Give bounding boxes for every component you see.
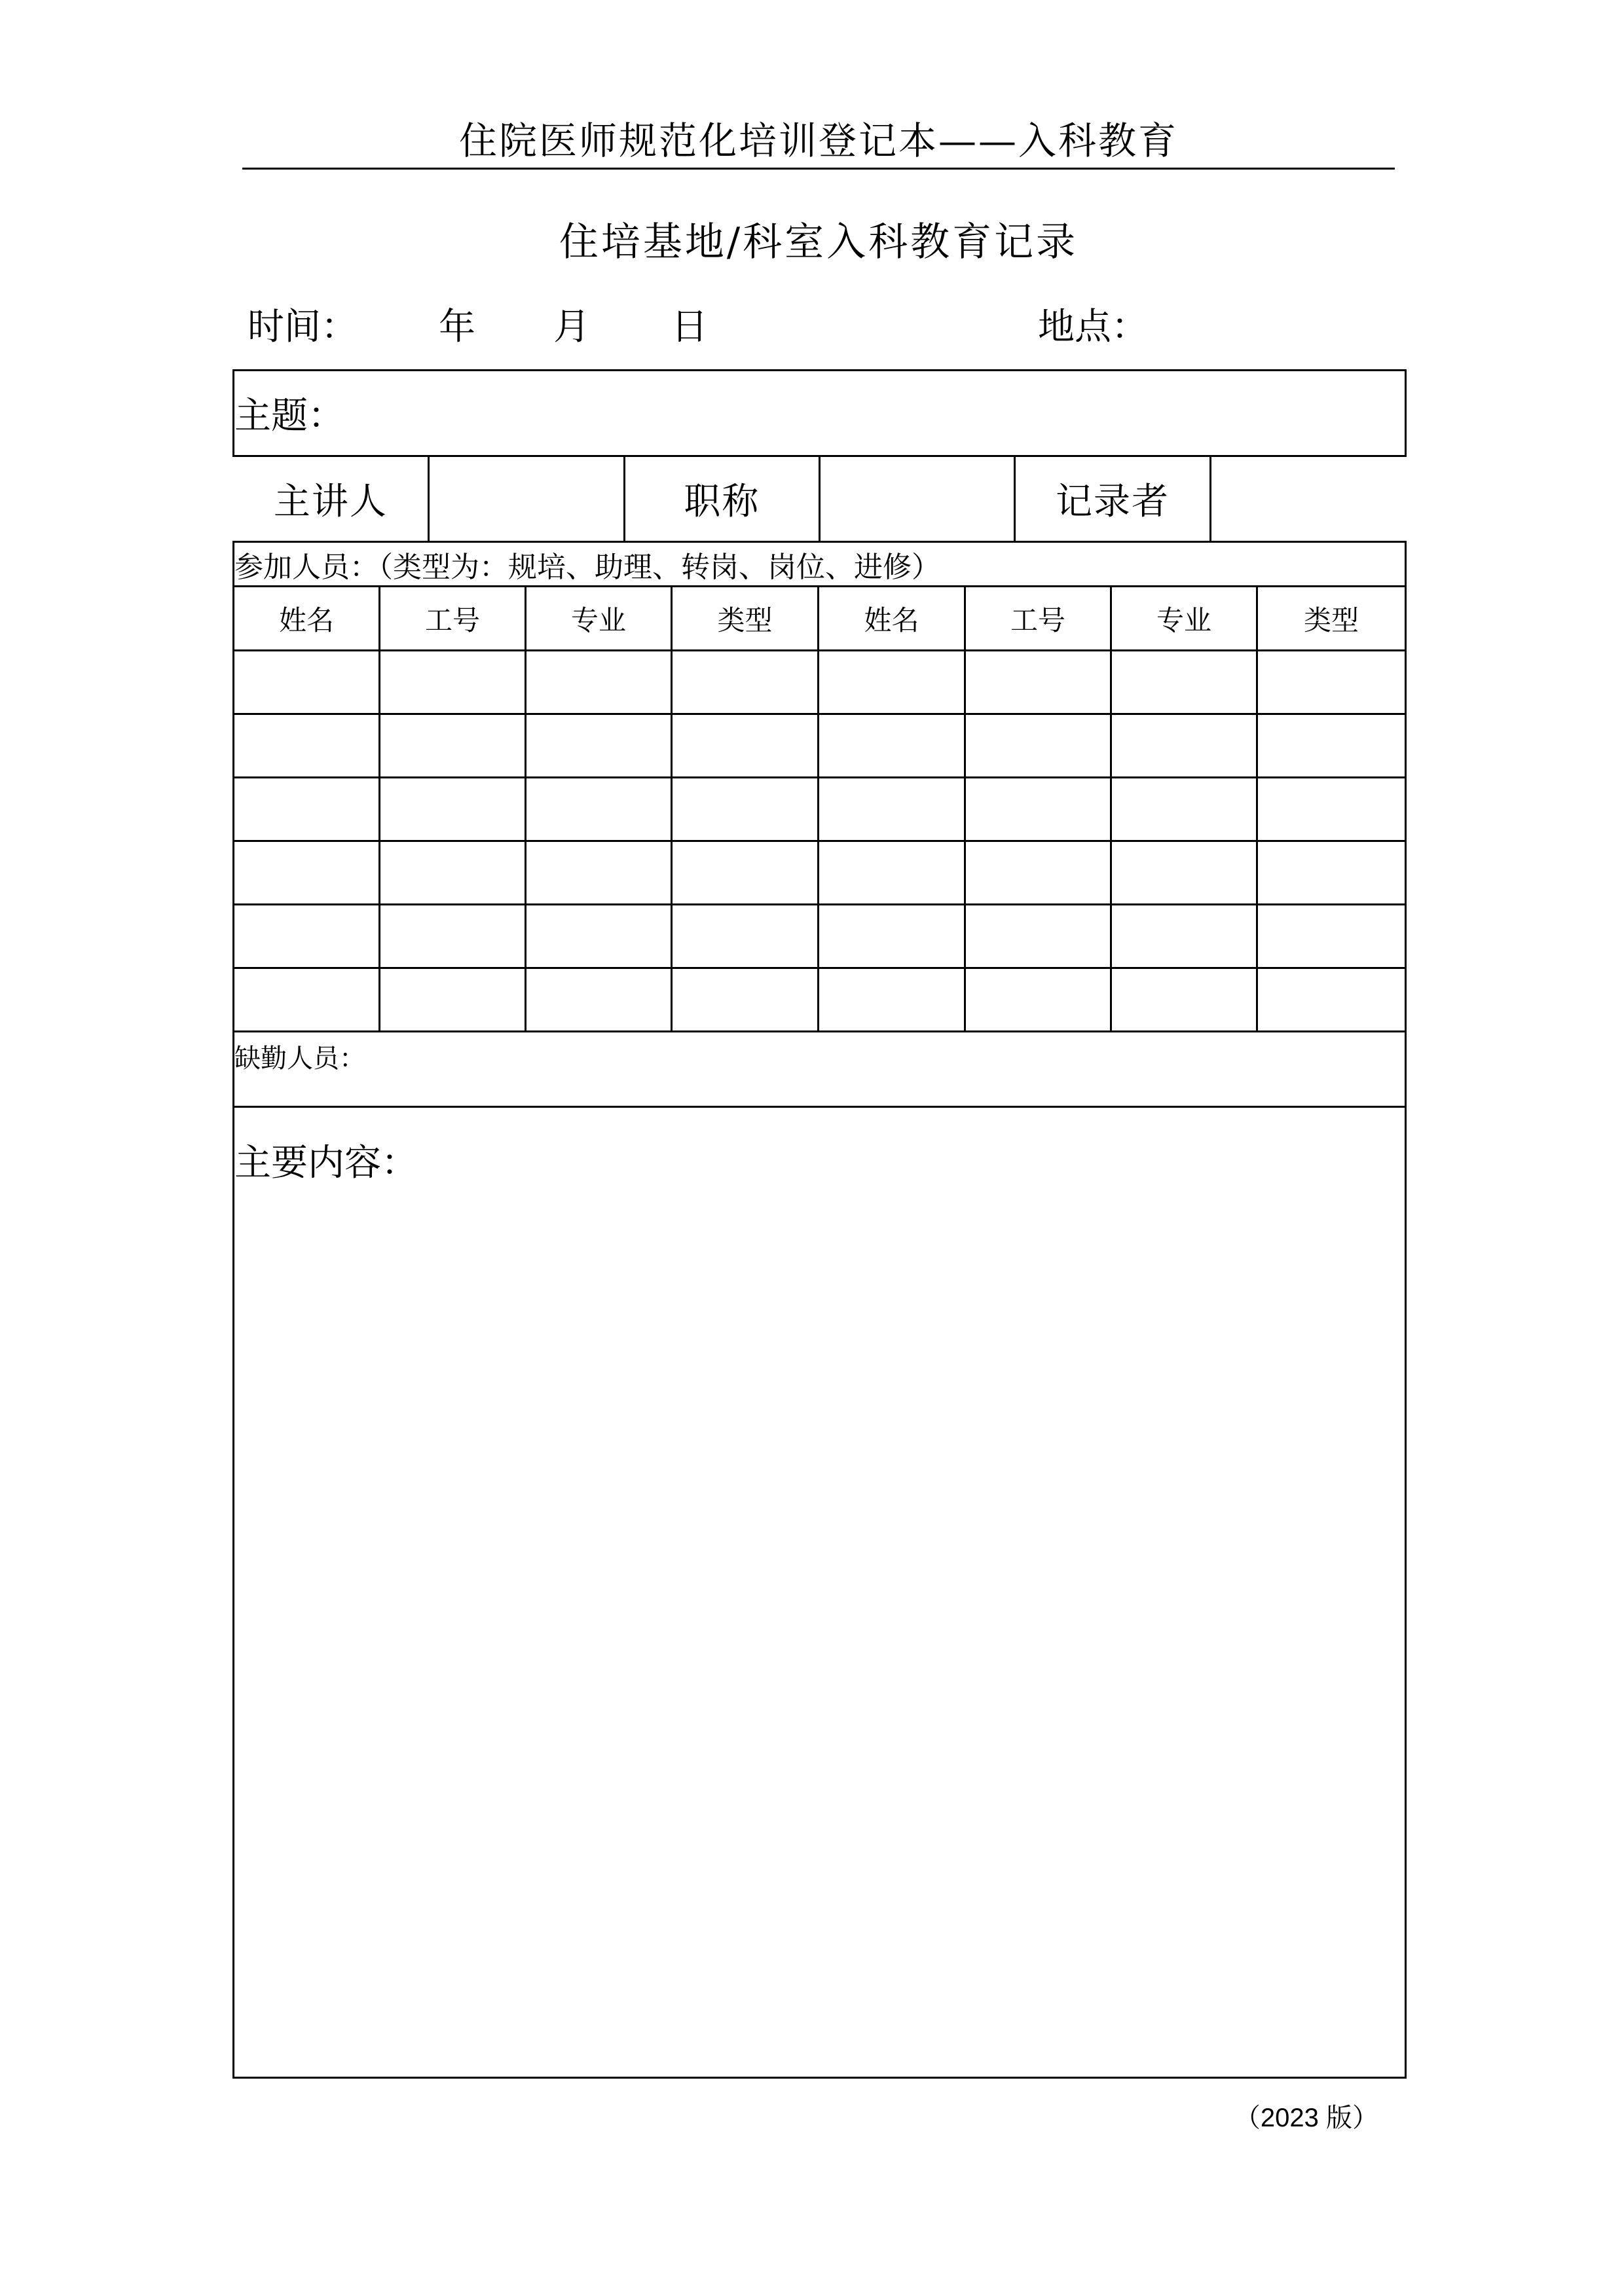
content-label: 主要内容： bbox=[234, 1142, 418, 1184]
column-header-staff-id: 工号 bbox=[380, 587, 526, 651]
topic-label: 主题： bbox=[234, 395, 344, 437]
attendee-cell[interactable] bbox=[380, 841, 526, 905]
attendee-cell[interactable] bbox=[1111, 778, 1257, 841]
content-cell[interactable] bbox=[234, 1107, 1406, 2078]
attendee-cell[interactable] bbox=[819, 778, 965, 841]
attendee-cell[interactable] bbox=[1257, 905, 1406, 968]
attendee-cell[interactable] bbox=[965, 968, 1111, 1032]
attendee-row bbox=[234, 841, 1406, 905]
attendee-cell[interactable] bbox=[526, 651, 672, 714]
attendee-cell[interactable] bbox=[1111, 714, 1257, 778]
column-header-type: 类型 bbox=[672, 587, 819, 651]
attendee-cell[interactable] bbox=[526, 778, 672, 841]
attendee-cell[interactable] bbox=[819, 841, 965, 905]
attendee-row bbox=[234, 968, 1406, 1032]
time-label: 时间： bbox=[248, 306, 358, 348]
day-label: 日 bbox=[671, 306, 708, 348]
attendee-cell[interactable] bbox=[965, 714, 1111, 778]
location-label: 地点： bbox=[1038, 306, 1148, 348]
speaker-value-cell[interactable] bbox=[429, 457, 624, 541]
header-divider bbox=[242, 168, 1395, 170]
attendee-cell[interactable] bbox=[672, 968, 819, 1032]
attendee-cell[interactable] bbox=[234, 651, 380, 714]
attendee-cell[interactable] bbox=[380, 714, 526, 778]
attendee-cell[interactable] bbox=[380, 651, 526, 714]
attendee-cell[interactable] bbox=[1257, 968, 1406, 1032]
attendee-cell[interactable] bbox=[234, 968, 380, 1032]
title-label: 职称 bbox=[624, 457, 819, 541]
attendee-cell[interactable] bbox=[234, 905, 380, 968]
attendee-cell[interactable] bbox=[526, 841, 672, 905]
attendee-cell[interactable] bbox=[380, 778, 526, 841]
month-label: 月 bbox=[553, 306, 590, 348]
recorder-label: 记录者 bbox=[1015, 457, 1210, 541]
absent-label: 缺勤人员： bbox=[234, 1044, 365, 1074]
attendee-cell[interactable] bbox=[672, 905, 819, 968]
column-header-type: 类型 bbox=[1257, 587, 1406, 651]
attendee-cell[interactable] bbox=[1257, 714, 1406, 778]
attendee-cell[interactable] bbox=[672, 714, 819, 778]
attendee-cell[interactable] bbox=[672, 841, 819, 905]
attendee-cell[interactable] bbox=[1111, 841, 1257, 905]
attendee-cell[interactable] bbox=[1111, 968, 1257, 1032]
column-header-specialty: 专业 bbox=[1111, 587, 1257, 651]
absent-cell[interactable] bbox=[234, 1032, 1406, 1107]
attendee-cell[interactable] bbox=[965, 778, 1111, 841]
column-header-name: 姓名 bbox=[234, 587, 380, 651]
attendee-cell[interactable] bbox=[1111, 651, 1257, 714]
attendee-cell[interactable] bbox=[380, 968, 526, 1032]
attendee-cell[interactable] bbox=[234, 841, 380, 905]
attendee-row bbox=[234, 905, 1406, 968]
year-label: 年 bbox=[439, 306, 475, 348]
attendee-row bbox=[234, 714, 1406, 778]
running-header-title: 住院医师规范化培训登记本——入科教育 bbox=[458, 118, 1178, 163]
attendee-row bbox=[234, 651, 1406, 714]
attendee-rows bbox=[234, 651, 1406, 1032]
attendee-cell[interactable] bbox=[526, 714, 672, 778]
title-value-cell[interactable] bbox=[819, 457, 1014, 541]
attendees-header bbox=[234, 542, 1406, 587]
attendee-cell[interactable] bbox=[1257, 778, 1406, 841]
form-title: 住培基地/科室入科教育记录 bbox=[559, 219, 1079, 265]
attendee-cell[interactable] bbox=[672, 651, 819, 714]
attendee-cell[interactable] bbox=[526, 968, 672, 1032]
attendee-cell[interactable] bbox=[819, 714, 965, 778]
attendees-label: 参加人员：（类型为：规培、助理、转岗、岗位、进修） bbox=[234, 550, 940, 584]
attendee-cell[interactable] bbox=[234, 714, 380, 778]
speaker-label: 主讲人 bbox=[234, 457, 429, 541]
attendee-cell[interactable] bbox=[672, 778, 819, 841]
attendee-cell[interactable] bbox=[965, 841, 1111, 905]
attendee-cell[interactable] bbox=[965, 905, 1111, 968]
attendee-cell[interactable] bbox=[380, 905, 526, 968]
attendee-cell[interactable] bbox=[526, 905, 672, 968]
column-header-staff-id: 工号 bbox=[965, 587, 1111, 651]
education-record-table bbox=[232, 369, 1407, 2079]
topic-cell[interactable] bbox=[234, 371, 1406, 456]
recorder-value-cell[interactable] bbox=[1210, 457, 1405, 541]
column-header-specialty: 专业 bbox=[526, 587, 672, 651]
attendee-cell[interactable] bbox=[1257, 651, 1406, 714]
attendee-cell[interactable] bbox=[234, 778, 380, 841]
attendee-cell[interactable] bbox=[965, 651, 1111, 714]
column-header-name: 姓名 bbox=[819, 587, 965, 651]
attendee-cell[interactable] bbox=[1257, 841, 1406, 905]
attendee-cell[interactable] bbox=[819, 968, 965, 1032]
attendee-row bbox=[234, 778, 1406, 841]
attendee-column-headers bbox=[234, 587, 1406, 651]
attendee-cell[interactable] bbox=[1111, 905, 1257, 968]
version-note: （2023 版） bbox=[1234, 2104, 1378, 2132]
attendee-cell[interactable] bbox=[819, 651, 965, 714]
attendee-cell[interactable] bbox=[819, 905, 965, 968]
